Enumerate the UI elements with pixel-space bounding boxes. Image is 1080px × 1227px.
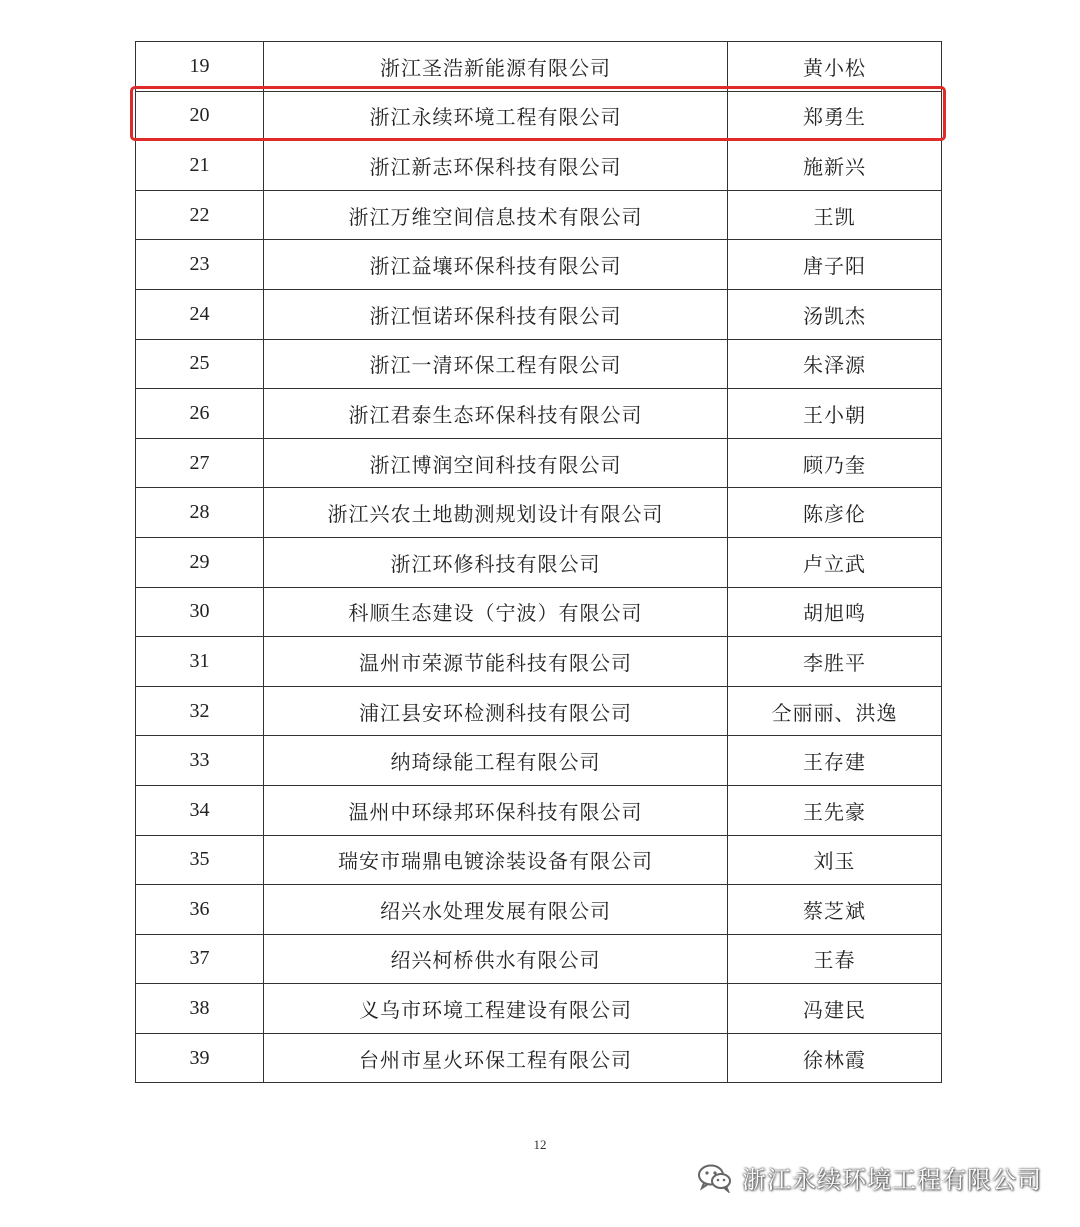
row-number: 29 — [136, 537, 264, 587]
table-row — [136, 240, 942, 290]
company-name: 纳琦绿能工程有限公司 — [264, 736, 728, 786]
company-name: 浙江博润空间科技有限公司 — [264, 438, 728, 488]
row-number: 20 — [136, 91, 264, 141]
contact-name: 刘玉 — [728, 835, 942, 885]
row-number: 21 — [136, 141, 264, 191]
table-row — [136, 190, 942, 240]
contact-name: 王春 — [728, 934, 942, 984]
row-number: 35 — [136, 835, 264, 885]
table-row — [136, 686, 942, 736]
company-name: 浙江益壤环保科技有限公司 — [264, 240, 728, 290]
company-name: 浦江县安环检测科技有限公司 — [264, 686, 728, 736]
row-number: 36 — [136, 885, 264, 935]
row-number: 30 — [136, 587, 264, 637]
row-number: 31 — [136, 637, 264, 687]
contact-name: 王小朝 — [728, 389, 942, 439]
contact-name: 黄小松 — [728, 42, 942, 92]
row-number: 39 — [136, 1033, 264, 1083]
company-name: 浙江永续环境工程有限公司 — [264, 91, 728, 141]
contact-name: 李胜平 — [728, 637, 942, 687]
wechat-icon — [696, 1163, 734, 1193]
contact-name: 卢立武 — [728, 537, 942, 587]
row-number: 34 — [136, 785, 264, 835]
row-number: 26 — [136, 389, 264, 439]
row-number: 28 — [136, 488, 264, 538]
contact-name: 郑勇生 — [728, 91, 942, 141]
row-number: 25 — [136, 339, 264, 389]
row-number: 33 — [136, 736, 264, 786]
table-row — [136, 785, 942, 835]
page-number: 12 — [533, 1137, 547, 1152]
watermark-text: 浙江永续环境工程有限公司 — [742, 1166, 1042, 1194]
row-number: 23 — [136, 240, 264, 290]
table-row — [136, 339, 942, 389]
table-row — [136, 91, 942, 141]
contact-name: 施新兴 — [728, 141, 942, 191]
company-name: 浙江恒诺环保科技有限公司 — [264, 289, 728, 339]
contact-name: 王存建 — [728, 736, 942, 786]
contact-name: 冯建民 — [728, 984, 942, 1034]
company-name: 浙江圣浩新能源有限公司 — [264, 42, 728, 92]
table-body — [136, 42, 942, 1083]
contact-name: 蔡芝斌 — [728, 885, 942, 935]
company-name: 浙江环修科技有限公司 — [264, 537, 728, 587]
company-name: 绍兴柯桥供水有限公司 — [264, 934, 728, 984]
table-row — [136, 885, 942, 935]
table-row — [136, 141, 942, 191]
table-row — [136, 289, 942, 339]
table-row — [136, 736, 942, 786]
company-name: 绍兴水处理发展有限公司 — [264, 885, 728, 935]
table-row — [136, 438, 942, 488]
company-name: 浙江一清环保工程有限公司 — [264, 339, 728, 389]
table-row — [136, 637, 942, 687]
company-name: 浙江兴农土地勘测规划设计有限公司 — [264, 488, 728, 538]
table-row — [136, 488, 942, 538]
table-row — [136, 934, 942, 984]
contact-name: 汤凯杰 — [728, 289, 942, 339]
company-name: 温州市荣源节能科技有限公司 — [264, 637, 728, 687]
table-row — [136, 389, 942, 439]
row-number: 19 — [136, 42, 264, 92]
company-table — [135, 41, 942, 1083]
watermark — [696, 1160, 1042, 1195]
table-row — [136, 984, 942, 1034]
table-row — [136, 587, 942, 637]
contact-name: 胡旭鸣 — [728, 587, 942, 637]
contact-name: 仝丽丽、洪逸 — [728, 686, 942, 736]
contact-name: 王凯 — [728, 190, 942, 240]
contact-name: 顾乃奎 — [728, 438, 942, 488]
row-number: 22 — [136, 190, 264, 240]
table-row — [136, 1033, 942, 1083]
company-name: 义乌市环境工程建设有限公司 — [264, 984, 728, 1034]
company-name: 浙江万维空间信息技术有限公司 — [264, 190, 728, 240]
row-number: 37 — [136, 934, 264, 984]
row-number: 32 — [136, 686, 264, 736]
company-name: 科顺生态建设（宁波）有限公司 — [264, 587, 728, 637]
table-row — [136, 835, 942, 885]
row-number: 27 — [136, 438, 264, 488]
row-number: 38 — [136, 984, 264, 1034]
contact-name: 陈彦伦 — [728, 488, 942, 538]
contact-name: 徐林霞 — [728, 1033, 942, 1083]
table-row — [136, 42, 942, 92]
company-name: 瑞安市瑞鼎电镀涂装设备有限公司 — [264, 835, 728, 885]
table-row — [136, 537, 942, 587]
company-name: 浙江君泰生态环保科技有限公司 — [264, 389, 728, 439]
contact-name: 王先豪 — [728, 785, 942, 835]
row-number: 24 — [136, 289, 264, 339]
company-name: 浙江新志环保科技有限公司 — [264, 141, 728, 191]
contact-name: 朱泽源 — [728, 339, 942, 389]
company-name: 台州市星火环保工程有限公司 — [264, 1033, 728, 1083]
company-name: 温州中环绿邦环保科技有限公司 — [264, 785, 728, 835]
contact-name: 唐子阳 — [728, 240, 942, 290]
